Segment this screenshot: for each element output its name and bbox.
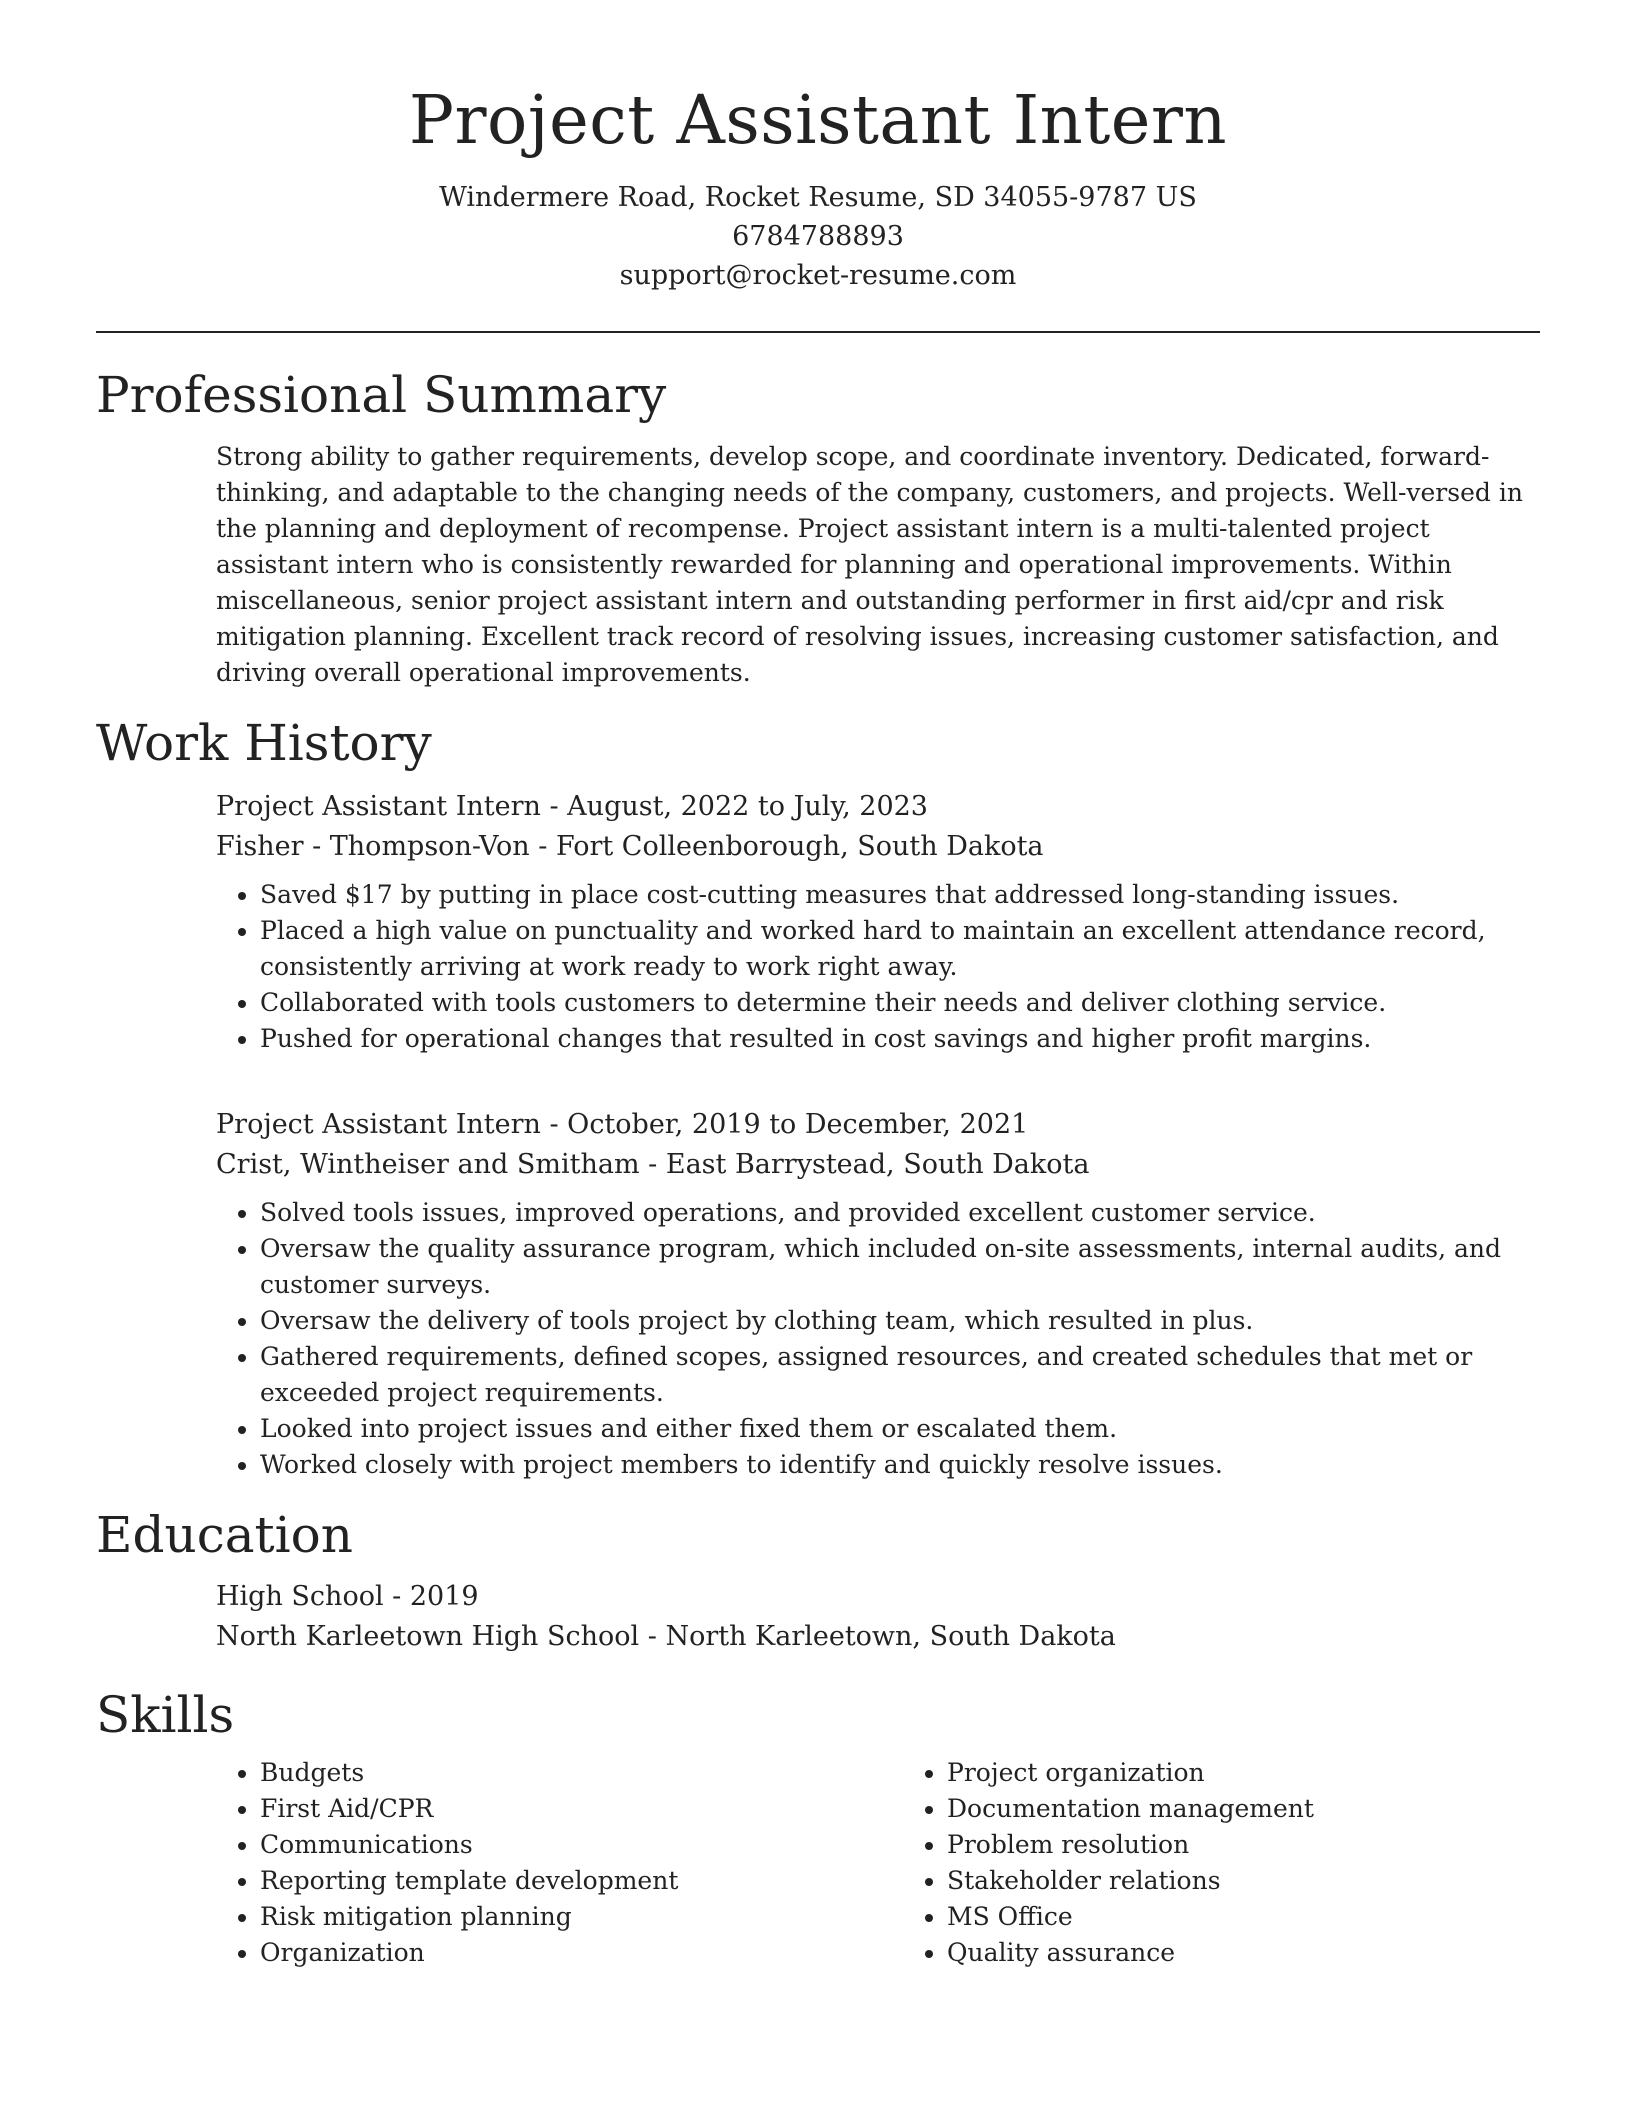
education-school-line: [216, 1617, 1540, 1657]
education-degree-line: [216, 1577, 1540, 1617]
job-title-line: [216, 1105, 1540, 1145]
job-company: Fisher - Thompson-Von: [216, 831, 530, 863]
section-title-work-history: Work History: [96, 714, 432, 773]
job-bullet: • Oversaw the delivery of tools project by clothing team, which resulted in plus.: [260, 1303, 1540, 1339]
education-degree: High School: [216, 1581, 384, 1613]
section-title-education: Education: [96, 1506, 353, 1565]
job-dates: - October, 2019 to December, 2021: [540, 1109, 1029, 1141]
summary-section: [96, 365, 1540, 691]
job-company-line: [216, 827, 1540, 867]
skill-item: • Quality assurance: [947, 1935, 1540, 1971]
job-bullet-list: [216, 877, 1540, 1057]
candidate-name: Project Assistant Intern: [408, 81, 1228, 159]
education-body: [216, 1577, 1540, 1657]
skill-item: • Communications: [260, 1827, 853, 1863]
job-bullet: • Looked into project issues and either fixed them or escalated them.: [260, 1411, 1540, 1447]
job-bullet: • Solved tools issues, improved operations, and provided excellent customer service.: [260, 1195, 1540, 1231]
education-location: - North Karleetown, South Dakota: [639, 1621, 1116, 1653]
skill-item: • Organization: [260, 1935, 853, 1971]
header-divider: [96, 331, 1540, 333]
job-company: Crist, Wintheiser and Smitham: [216, 1149, 640, 1181]
job-entry: [216, 787, 1540, 1057]
contact-email: support@rocket-resume.com: [619, 260, 1017, 292]
resume-header: [96, 80, 1540, 295]
job-title-line: [216, 787, 1540, 827]
job-entry: [216, 1105, 1540, 1483]
job-company-line: [216, 1145, 1540, 1185]
job-bullet-list: [216, 1195, 1540, 1483]
job-dates: - August, 2022 to July, 2023: [540, 791, 928, 823]
job-bullet: • Collaborated with tools customers to determine their needs and deliver clothing service.: [260, 985, 1540, 1021]
job-position: Project Assistant Intern: [216, 791, 541, 823]
contact-address: Windermere Road, Rocket Resume, SD 34055-9787 US: [439, 182, 1197, 214]
skill-item: • Reporting template development: [260, 1863, 853, 1899]
section-title-summary: Professional Summary: [96, 366, 667, 425]
work-history-body: [216, 787, 1540, 1483]
skill-item: • Problem resolution: [947, 1827, 1540, 1863]
skills-list-right: [903, 1755, 1540, 1971]
education-year: - 2019: [383, 1581, 479, 1613]
job-position: Project Assistant Intern: [216, 1109, 541, 1141]
skill-item: • First Aid/CPR: [260, 1791, 853, 1827]
skill-item: • Documentation management: [947, 1791, 1540, 1827]
education-section: [96, 1505, 1540, 1657]
job-bullet: • Gathered requirements, defined scopes, assigned resources, and created schedules that met or exceeded project requirements.: [260, 1339, 1540, 1411]
job-location: - Fort Colleenborough, South Dakota: [529, 831, 1044, 863]
skill-item: • Risk mitigation planning: [260, 1899, 853, 1935]
section-title-skills: Skills: [96, 1686, 235, 1745]
skill-item: • MS Office: [947, 1899, 1540, 1935]
skills-grid: [216, 1755, 1540, 1971]
job-bullet: • Pushed for operational changes that resulted in cost savings and higher profit margins.: [260, 1021, 1540, 1057]
job-location: - East Barrystead, South Dakota: [639, 1149, 1090, 1181]
education-school: North Karleetown High School: [216, 1621, 640, 1653]
work-history-section: [96, 713, 1540, 1483]
skills-list-left: [216, 1755, 853, 1971]
job-bullet: • Placed a high value on punctuality and worked hard to maintain an excellent attendance record, consistently arriving at work ready to work right away.: [260, 913, 1540, 985]
skill-item: • Stakeholder relations: [947, 1863, 1540, 1899]
job-bullet: • Worked closely with project members to identify and quickly resolve issues.: [260, 1447, 1540, 1483]
summary-body: [216, 439, 1540, 691]
resume-page: [96, 80, 1540, 1971]
skills-section: [96, 1685, 1540, 1971]
contact-phone: 6784788893: [732, 221, 904, 253]
job-bullet: • Saved $17 by putting in place cost-cutting measures that addressed long-standing issues.: [260, 877, 1540, 913]
job-bullet: • Oversaw the quality assurance program, which included on-site assessments, internal audits, and customer surveys.: [260, 1231, 1540, 1303]
skill-item: • Budgets: [260, 1755, 853, 1791]
skill-item: • Project organization: [947, 1755, 1540, 1791]
summary-text: Strong ability to gather requirements, develop scope, and coordinate inventory. Dedicated, forward-thinking, and adaptable to the changing needs of the company, customers, and projects. Well-versed in the planning and deployment of recompense. Project assistant intern is a multi-talented project assistant intern who is consistently rewarded for planning and operational improvements. Within miscellaneous, senior project assistant intern and outstanding performer in first aid/cpr and risk mitigation planning. Excellent track record of resolving issues, increasing customer satisfaction, and driving overall operational improvements.: [216, 442, 1523, 688]
